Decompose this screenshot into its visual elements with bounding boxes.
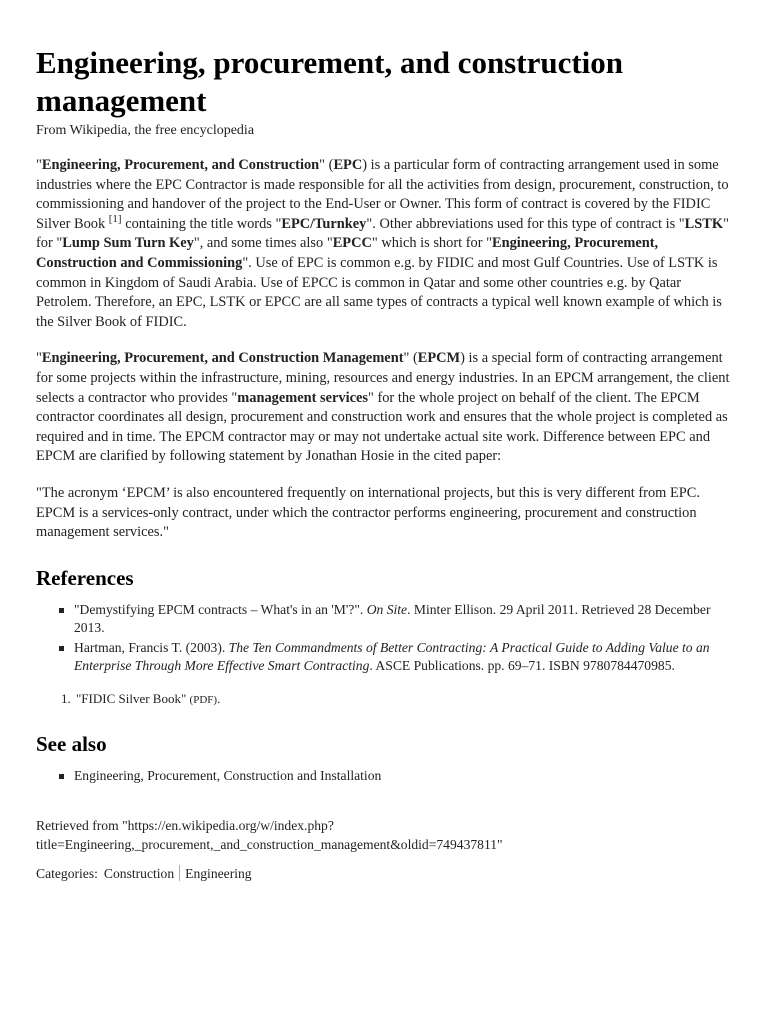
italic-text: The Ten Commandments of Better Contracting: A Practical Guide to Adding Value to an Enterprise Through More Effective Smart Contracting xyxy=(74,639,710,674)
see-also-heading: See also xyxy=(36,732,107,757)
paragraph-quote: "The acronym ‘EPCM’ is also encountered frequently on international projects, but this is very different from EPC. EPCM is a services-only contract, under which the contractor performs engineering, procurement and construction management services." xyxy=(36,484,700,541)
text-run: ". Other abbreviations used for this type of contract is " xyxy=(366,215,685,232)
text-run: "Demystifying EPCM contracts – What's in an 'M'?". xyxy=(74,601,367,617)
text-run: " ( xyxy=(319,157,334,173)
text-run: ". Use of EPC is common e.g. by FIDIC and most Gulf Countries. Use of LSTK is common in Kingdom of Saudi Arabia. Use of EPCC is common in Qatar and some other countries e.g. by Qatar Petrolem. Therefore, an EPC, LSTK or EPCC are all same types of contracts a typical well known example of which is the Silver Book of FIDIC. xyxy=(36,254,722,330)
text-run: ", and some times also " xyxy=(193,235,333,252)
citation-link[interactable]: [1] xyxy=(108,212,122,225)
categories-label: Categories: xyxy=(36,865,98,881)
see-also-link[interactable]: Engineering, Procurement, Construction and Installation xyxy=(74,767,736,786)
reference-item[interactable] xyxy=(74,601,736,638)
pdf-label: (PDF) xyxy=(189,694,218,707)
paragraph-epc xyxy=(36,156,736,332)
footnote-item[interactable] xyxy=(74,690,736,709)
retrieved-line: Retrieved from "https://en.wikipedia.org/w/index.php? xyxy=(36,817,334,833)
category-link-engineering[interactable]: Engineering xyxy=(185,865,252,881)
paragraph-epcm xyxy=(36,349,736,467)
bold-term: Engineering, Procurement, and Construction xyxy=(41,157,320,173)
text-run: . ASCE Publications. pp. 69–71. ISBN 9780784470985. xyxy=(369,658,675,674)
text-run: " ( xyxy=(403,350,418,367)
text-run: Hartman, Francis T. (2003). xyxy=(74,639,229,655)
text-run: " which is short for " xyxy=(371,235,492,252)
bold-term: EPC xyxy=(333,157,363,173)
bold-term: EPCM xyxy=(417,350,461,367)
references-heading: References xyxy=(36,565,134,590)
text-run: " for the whole project on behalf of the client. The EPCM contractor coordinates all design, procurement and construction work and ensures that the whole project is completed as required and in time. The EPCM contractor may or may not undertake actual site work. Difference between EPC and EPCM are clarified by following statement by Jonathan Hosie in the cited paper: xyxy=(36,389,728,465)
categories-bar xyxy=(36,865,736,883)
text-run: . xyxy=(217,691,221,707)
footnotes-list xyxy=(36,690,736,709)
article-page xyxy=(36,44,736,883)
text-run: . Minter Ellison. 29 April 2011. Retrieved 28 December 2013. xyxy=(74,601,711,636)
italic-text: On Site xyxy=(366,601,408,617)
bold-term: Engineering, Procurement, Construction and Commissioning xyxy=(36,235,659,271)
page-title: Engineering, procurement, and construction management xyxy=(36,45,624,118)
category-link-construction[interactable]: Construction xyxy=(103,865,175,881)
bold-term: LSTK xyxy=(684,215,724,232)
retrieved-from xyxy=(36,816,736,854)
bold-term: EPCC xyxy=(332,235,372,252)
category-divider xyxy=(179,865,180,881)
footnote-link[interactable]: "FIDIC Silver Book" xyxy=(76,691,190,707)
reference-item[interactable] xyxy=(74,639,736,676)
bold-term: Lump Sum Turn Key xyxy=(62,235,194,252)
text-run: " xyxy=(36,350,42,367)
bold-term: Engineering, Procurement, and Construction Management xyxy=(41,350,404,367)
text-run: containing the title words " xyxy=(121,215,282,232)
page-subtitle: From Wikipedia, the free encyclopedia xyxy=(36,123,255,138)
retrieved-url[interactable]: title=Engineering,_procurement,_and_construction_management&oldid=749437811" xyxy=(36,836,503,852)
bold-term: management services xyxy=(237,389,368,406)
references-list xyxy=(36,601,736,676)
text-run: ) is a special form of contracting arrangement for some projects within the infrastructure, mining, resources and energy industries. In an EPCM arrangement, the client selects a contractor who provides " xyxy=(36,350,730,406)
text-run: ) is a particular form of contracting arrangement used in some industries where the EPC Contractor is made responsible for all the activities from design, procurement, construction, to commissioning and handover of the project to the End-User or Owner. This form of contract is covered by the FIDIC Silver Book xyxy=(36,157,729,232)
text-run: " for " xyxy=(36,215,729,252)
bold-term: EPC/Turnkey xyxy=(281,215,367,232)
see-also-list xyxy=(36,767,736,786)
text-run: " xyxy=(36,157,42,173)
